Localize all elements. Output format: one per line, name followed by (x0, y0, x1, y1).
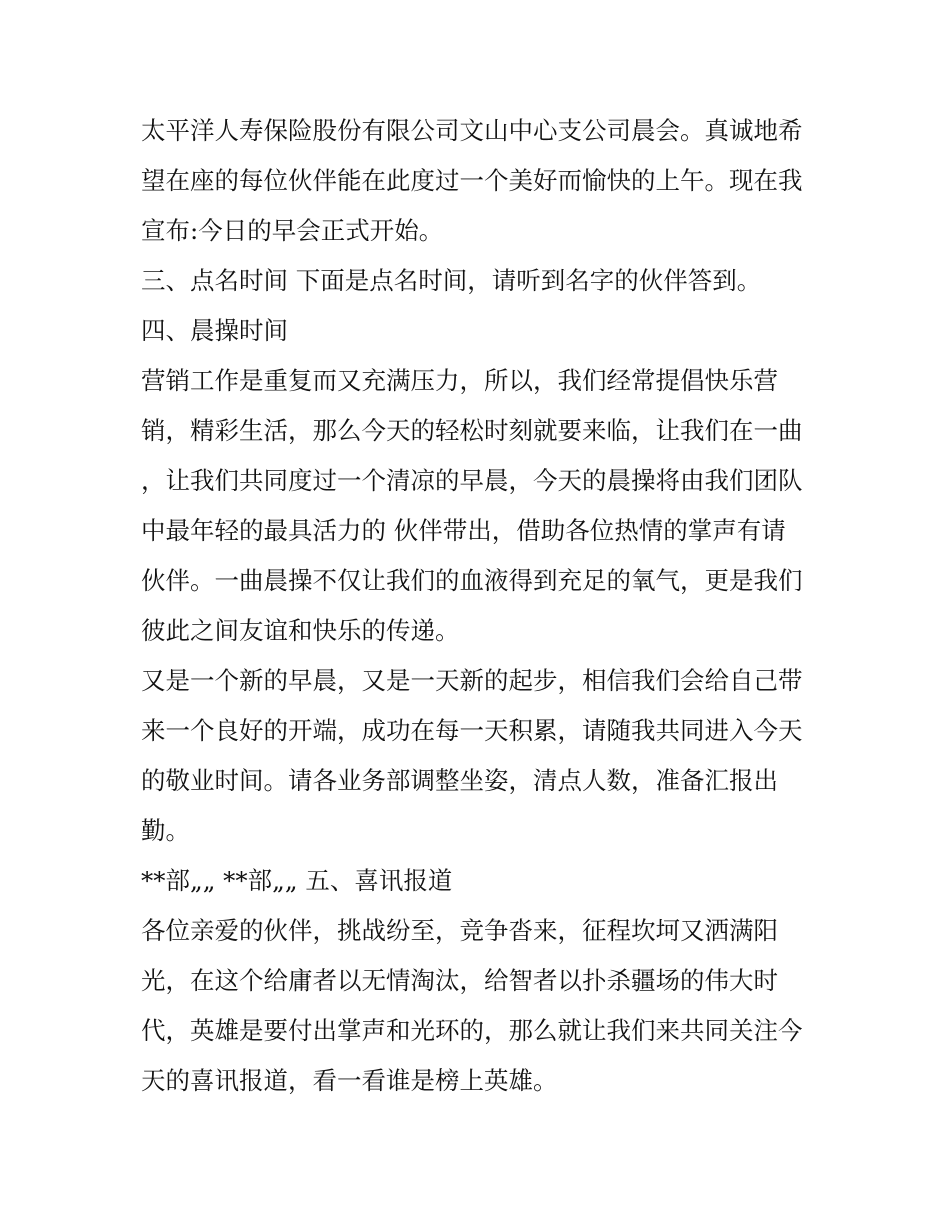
text-line: 望在座的每位伙伴能在此度过一个美好而愉快的上午。现在我 (141, 166, 803, 195)
text-line: 代，英雄是要付出掌声和光环的，那么就让我们来共同关注今 (141, 1016, 803, 1045)
text-line: 太平洋人寿保险股份有限公司文山中心支公司晨会。真诚地希 (141, 116, 803, 145)
text-line: 营销工作是重复而又充满压力，所以，我们经常提倡快乐营 (141, 366, 778, 395)
text-line: 伙伴。一曲晨操不仅让我们的血液得到充足的氧气，更是我们 (141, 566, 803, 595)
text-line: 又是一个新的早晨，又是一天新的起步，相信我们会给自己带 (141, 666, 803, 695)
text-line: 宣布:今日的早会正式开始。 (141, 216, 444, 245)
text-line: ，让我们共同度过一个清凉的早晨，今天的晨操将由我们团队 (141, 466, 803, 495)
text-line: 来一个良好的开端，成功在每一天积累，请随我共同进入今天 (141, 716, 803, 745)
text-line: 的敬业时间。请各业务部调整坐姿，清点人数，准备汇报出 (141, 766, 778, 795)
text-line: **部„„ **部„„ 五、喜讯报道 (141, 866, 453, 895)
text-line: 各位亲爱的伙伴，挑战纷至，竞争沓来，征程坎坷又洒满阳 (141, 916, 778, 945)
text-line: 光，在这个给庸者以无情淘汰，给智者以扑杀疆场的伟大时 (141, 966, 778, 995)
text-line: 彼此之间友谊和快乐的传递。 (141, 616, 460, 645)
text-line: 天的喜讯报道，看一看谁是榜上英雄。 (141, 1066, 558, 1095)
text-line: 三、点名时间 下面是点名时间，请听到名字的伙伴答到。 (141, 266, 762, 295)
text-line: 销，精彩生活，那么今天的轻松时刻就要来临，让我们在一曲 (141, 416, 803, 445)
text-line: 勤。 (141, 816, 190, 845)
document-body (141, 106, 821, 1106)
text-line: 中最年轻的最具活力的 伙伴带出，借助各位热情的掌声有请 (141, 516, 786, 545)
section-heading: 四、晨操时间 (141, 316, 288, 345)
